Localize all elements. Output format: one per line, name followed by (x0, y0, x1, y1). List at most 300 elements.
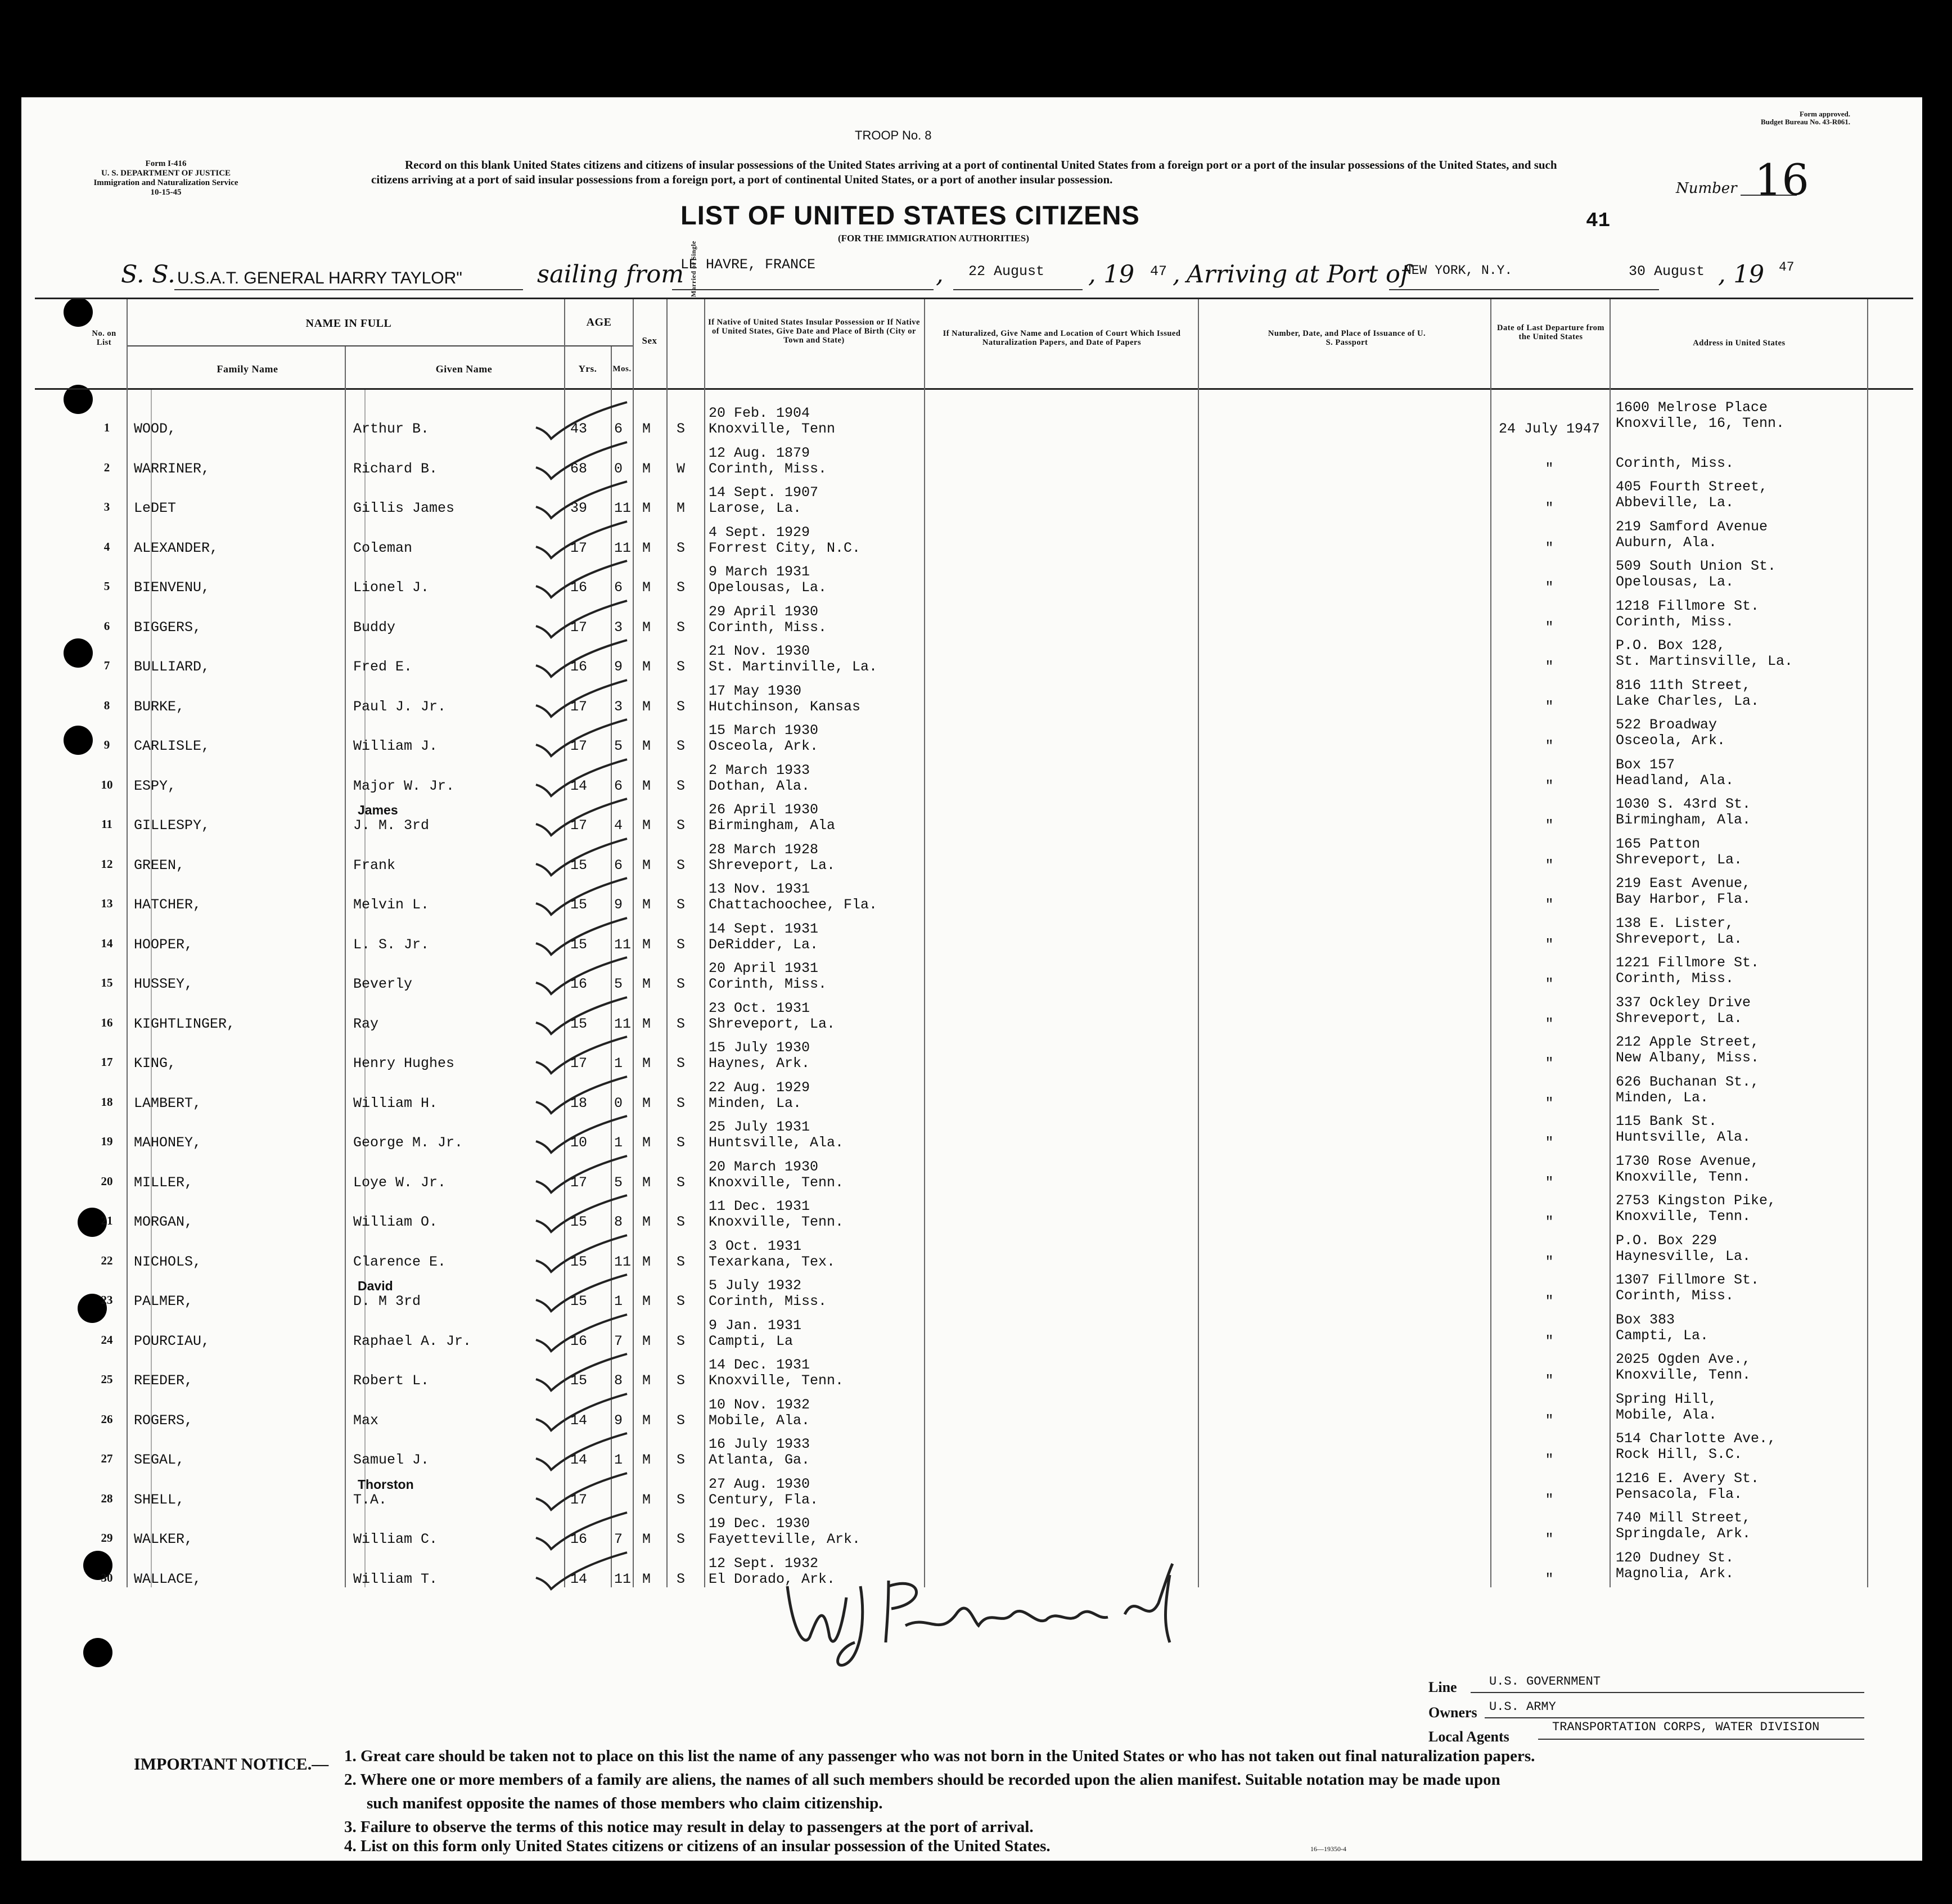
birth-place: Atlanta, Ga. (709, 1452, 810, 1468)
birth-date: 20 March 1930 (709, 1158, 819, 1175)
family-name: LAMBERT, (134, 1095, 202, 1111)
marital-status: S (677, 1015, 686, 1032)
age-years: 16 (570, 976, 588, 992)
last-departure: " (1545, 1214, 1554, 1230)
page-subtitle: (FOR THE IMMIGRATION AUTHORITIES) (838, 233, 1029, 244)
given-name: William T. (353, 1570, 438, 1587)
col-header-no: No. on List (92, 329, 116, 347)
address-line-2: Lake Charles, La. (1616, 692, 1760, 709)
age-months: 7 (614, 1333, 623, 1349)
family-name: MAHONEY, (134, 1135, 202, 1151)
address-line-1: 1221 Fillmore St. (1616, 955, 1760, 971)
birth-place: Corinth, Miss. (709, 619, 827, 636)
address-line-2: Headland, Ala. (1616, 772, 1734, 789)
departure-port: LE HAVRE, FRANCE (680, 256, 816, 273)
family-name: BULLIARD, (134, 659, 210, 675)
check-mark-icon (531, 479, 633, 524)
last-departure: " (1545, 1333, 1554, 1349)
given-name: Fred E. (353, 659, 413, 675)
form-identity (73, 159, 259, 197)
age-years: 17 (570, 539, 588, 556)
print-code: 16—19350-4 (1310, 1845, 1346, 1853)
sex: M (642, 659, 651, 675)
family-name: GREEN, (134, 857, 185, 874)
marital-status: S (677, 1452, 686, 1468)
age-years: 15 (570, 936, 588, 953)
last-departure: " (1545, 738, 1554, 754)
marital-status: S (677, 1570, 686, 1587)
address-line-1: 337 Ockley Drive (1616, 994, 1751, 1011)
last-departure: " (1545, 1452, 1554, 1468)
age-months: 11 (614, 500, 632, 516)
given-name-annotation: James (358, 803, 398, 817)
check-mark-icon (531, 1232, 633, 1277)
birth-place: Knoxville, Tenn. (709, 1174, 844, 1191)
arrival-port-underline (1389, 289, 1659, 290)
age-years: 15 (570, 1372, 588, 1389)
given-name: Max (353, 1412, 379, 1429)
family-name: POURCIAU, (134, 1333, 210, 1349)
address-line-1: 120 Dudney St. (1616, 1549, 1734, 1566)
table-row (0, 518, 1901, 560)
table-row (0, 796, 1901, 838)
age-months: 11 (614, 539, 632, 556)
address-line-2: St. Martinsville, La. (1616, 653, 1793, 669)
age-months: 0 (614, 460, 623, 477)
family-name: WALLACE, (134, 1570, 202, 1587)
birth-place: Knoxville, Tenn. (709, 1214, 844, 1230)
row-number: 13 (101, 897, 113, 910)
col-header-sex: Sex (642, 335, 657, 346)
marital-status: S (677, 897, 686, 913)
age-years: 15 (570, 897, 588, 913)
check-mark-icon (531, 677, 633, 722)
sex: M (642, 1491, 651, 1508)
check-mark-icon (531, 1391, 633, 1436)
department: U. S. DEPARTMENT OF JUSTICE (101, 169, 231, 178)
age-years: 17 (570, 1174, 588, 1191)
family-name: CARLISLE, (134, 738, 210, 754)
marital-status: S (677, 539, 686, 556)
birth-date: 17 May 1930 (709, 682, 802, 699)
age-months: 11 (614, 1570, 632, 1587)
age-months: 5 (614, 976, 623, 992)
last-departure: " (1545, 1531, 1554, 1547)
family-name: HOOPER, (134, 936, 193, 953)
col-header-mos: Mos. (612, 364, 632, 373)
check-mark-icon (531, 1550, 633, 1595)
address-line-2: Pensacola, Fla. (1616, 1486, 1743, 1502)
given-name: Melvin L. (353, 897, 430, 913)
table-row (0, 1311, 1901, 1353)
address-line-2: New Albany, Miss. (1616, 1050, 1760, 1066)
row-number: 30 (101, 1570, 113, 1585)
col-header-yrs: Yrs. (578, 363, 597, 374)
number-value: 16 (1755, 155, 1809, 205)
address-line-2: Rock Hill, S.C. (1616, 1446, 1743, 1462)
birth-date: 15 July 1930 (709, 1039, 810, 1056)
last-departure: " (1545, 1253, 1554, 1270)
birth-place: Hutchinson, Kansas (709, 698, 861, 715)
given-name: William O. (353, 1214, 438, 1230)
birth-date: 27 Aug. 1930 (709, 1475, 810, 1492)
sex: M (642, 976, 651, 992)
sex: M (642, 1174, 651, 1191)
row-number: 26 (101, 1412, 113, 1426)
sailing-label: sailing from (537, 260, 684, 289)
birth-date: 20 April 1931 (709, 960, 819, 976)
last-departure: 24 July 1947 (1498, 421, 1601, 437)
age-months: 9 (614, 897, 623, 913)
last-departure: " (1545, 1015, 1554, 1032)
age-months: 3 (614, 619, 623, 636)
last-departure: " (1545, 500, 1554, 516)
table-row (0, 399, 1901, 441)
address-line-1: 1216 E. Avery St. (1616, 1470, 1760, 1487)
birth-date: 2 March 1933 (709, 762, 810, 778)
last-departure: " (1545, 1372, 1554, 1389)
punch-hole (83, 1638, 112, 1667)
last-departure: " (1545, 1293, 1554, 1309)
table-top-border (35, 298, 1913, 299)
row-number: 12 (101, 857, 113, 871)
age-years: 17 (570, 1055, 588, 1072)
marital-status: S (677, 1372, 686, 1389)
table-row (0, 875, 1901, 917)
address-line-1: P.O. Box 128, (1616, 637, 1726, 654)
address-line-1: 165 Patton (1616, 835, 1701, 852)
notice-item-1: 1. Great care should be taken not to place on this list the name of any passenger who was not born in the United States or who has not taken out final naturalization papers. (344, 1747, 1535, 1765)
address-line-2: Opelousas, La. (1616, 574, 1734, 590)
row-number: 3 (103, 500, 110, 514)
owners-label: Owners (1428, 1704, 1477, 1721)
check-mark-icon (531, 1312, 633, 1357)
family-name: KIGHTLINGER, (134, 1015, 236, 1032)
age-months: 6 (614, 579, 623, 596)
row-number: 7 (103, 659, 110, 672)
marital-status: S (677, 698, 686, 715)
birth-place: Corinth, Miss. (709, 1293, 827, 1309)
check-mark-icon (531, 1430, 633, 1475)
family-name: ESPY, (134, 777, 177, 794)
family-name: PALMER, (134, 1293, 193, 1309)
check-mark-icon (531, 1074, 633, 1119)
agents-value: TRANSPORTATION CORPS, WATER DIVISION (1552, 1720, 1820, 1734)
sex: M (642, 500, 651, 516)
comma-1: , (936, 260, 944, 289)
sex: M (642, 777, 651, 794)
table-row (0, 1510, 1901, 1551)
birth-place: Knoxville, Tenn (709, 421, 836, 437)
last-departure: " (1545, 1570, 1554, 1587)
birth-place: Corinth, Miss. (709, 460, 827, 477)
given-name: Gillis James (353, 500, 455, 516)
family-name: BURKE, (134, 698, 185, 715)
given-name-annotation: David (358, 1279, 393, 1293)
age-months: 3 (614, 698, 623, 715)
age-months: 9 (614, 1412, 623, 1429)
birth-date: 25 July 1931 (709, 1119, 810, 1135)
table-row (0, 479, 1901, 520)
age-years: 15 (570, 1253, 588, 1270)
birth-place: Forrest City, N.C. (709, 539, 861, 556)
col-header-married: Married or Single (689, 240, 697, 298)
birth-date: 9 Jan. 1931 (709, 1317, 802, 1334)
given-name: J. M. 3rd (353, 817, 430, 834)
check-mark-icon (531, 955, 633, 1000)
family-name: BIGGERS, (134, 619, 202, 636)
page-reference: 41 (1586, 209, 1611, 232)
birth-place: Huntsville, Ala. (709, 1135, 844, 1151)
sex: M (642, 1055, 651, 1072)
age-years: 16 (570, 1531, 588, 1547)
age-months: 1 (614, 1055, 623, 1072)
given-name: Major W. Jr. (353, 777, 455, 794)
address-line-1: 522 Broadway (1616, 717, 1717, 733)
check-mark-icon (531, 1034, 633, 1079)
age-months: 1 (614, 1452, 623, 1468)
table-row (0, 597, 1901, 640)
check-mark-icon (531, 1153, 633, 1198)
marital-status: S (677, 1253, 686, 1270)
age-months: 5 (614, 1174, 623, 1191)
address-line-2: Corinth, Miss. (1616, 970, 1734, 987)
family-name: ALEXANDER, (134, 539, 219, 556)
birth-place: Larose, La. (709, 500, 802, 516)
col-header-native: If Native of United States Insular Possession or If Native of United States, Give Date and Place of Birth (City or Town and State) (708, 318, 920, 345)
address-line-2: Corinth, Miss. (1616, 454, 1734, 471)
age-years: 17 (570, 817, 588, 834)
address-line-2: Shreveport, La. (1616, 851, 1743, 868)
sex: M (642, 539, 651, 556)
troop-label: TROOP No. 8 (855, 128, 932, 142)
row-number: 4 (103, 539, 110, 553)
arrival-date: 30 August (1629, 263, 1705, 280)
address-line-2: Shreveport, La. (1616, 1010, 1743, 1027)
row-number: 14 (101, 936, 113, 950)
agents-underline (1538, 1739, 1864, 1740)
marital-status: S (677, 1174, 686, 1191)
address-line-2: Magnolia, Ark. (1616, 1565, 1734, 1582)
check-mark-icon (531, 439, 633, 484)
given-name: L. S. Jr. (353, 936, 430, 953)
birth-place: Osceola, Ark. (709, 738, 819, 754)
age-years: 15 (570, 1015, 588, 1032)
departure-underline (672, 289, 934, 290)
table-row (0, 445, 1901, 481)
given-name: Ray (353, 1015, 379, 1032)
sex: M (642, 817, 651, 834)
sex: M (642, 1452, 651, 1468)
form-date: 10-15-45 (150, 188, 182, 197)
sex: M (642, 936, 651, 953)
table-row (0, 1113, 1901, 1155)
row-number: 10 (101, 777, 113, 791)
age-years: 14 (570, 1412, 588, 1429)
ship-underline (174, 289, 523, 290)
table-row (0, 835, 1901, 877)
age-years: 17 (570, 738, 588, 754)
age-years: 15 (570, 857, 588, 874)
agents-label: Local Agents (1428, 1729, 1509, 1745)
year-2-century: 19 (1733, 260, 1765, 289)
check-mark-icon (531, 399, 633, 444)
family-name: HATCHER, (134, 897, 202, 913)
sex: M (642, 1412, 651, 1429)
row-number: 15 (101, 976, 113, 989)
address-line-1: 2753 Kingston Pike, (1616, 1192, 1777, 1209)
birth-date: 16 July 1933 (709, 1436, 810, 1452)
budget-bureau: Budget Bureau No. 43-R061. (1760, 118, 1850, 126)
family-name: SEGAL, (134, 1452, 185, 1468)
last-departure: " (1545, 579, 1554, 596)
birth-place: DeRidder, La. (709, 936, 819, 953)
birth-place: Shreveport, La. (709, 857, 836, 874)
sail-date-underline (953, 289, 1083, 290)
arriving-label: Arriving at Port of (1187, 260, 1409, 289)
check-mark-icon (531, 1470, 633, 1515)
owners-value: U.S. ARMY (1489, 1700, 1556, 1714)
sex: M (642, 421, 651, 437)
last-departure: " (1545, 936, 1554, 953)
sex: M (642, 698, 651, 715)
age-months: 11 (614, 1253, 632, 1270)
col-header-age: AGE (586, 316, 612, 328)
age-years: 68 (570, 460, 588, 477)
birth-date: 4 Sept. 1929 (709, 524, 810, 541)
address-line-2: Auburn, Ala. (1616, 534, 1717, 551)
family-name: HUSSEY, (134, 976, 193, 992)
address-line-1: 219 Samford Avenue (1616, 518, 1768, 535)
check-mark-icon (531, 915, 633, 960)
given-name: Richard B. (353, 460, 438, 477)
row-number: 16 (101, 1015, 113, 1029)
given-name: Buddy (353, 619, 396, 636)
birth-place: El Dorado, Ark. (709, 1570, 836, 1587)
age-months: 1 (614, 1135, 623, 1151)
sex: M (642, 579, 651, 596)
birth-place: St. Martinville, La. (709, 659, 878, 675)
last-departure: " (1545, 976, 1554, 992)
last-departure: " (1545, 460, 1554, 477)
check-mark-icon (531, 519, 633, 564)
table-row (0, 677, 1901, 719)
sex: M (642, 619, 651, 636)
family-name: MORGAN, (134, 1214, 193, 1230)
check-mark-icon (531, 1272, 633, 1317)
sex: M (642, 1214, 651, 1230)
row-number: 29 (101, 1531, 113, 1545)
marital-status: S (677, 421, 686, 437)
sex: M (642, 1333, 651, 1349)
marital-status: S (677, 1135, 686, 1151)
age-months: 6 (614, 421, 623, 437)
family-name: WARRINER, (134, 460, 210, 477)
age-years: 39 (570, 500, 588, 516)
birth-date: 14 Sept. 1907 (709, 484, 819, 501)
check-mark-icon (531, 1351, 633, 1396)
arrival-port: NEW YORK, N.Y. (1404, 263, 1513, 278)
age-years: 43 (570, 421, 588, 437)
table-row (0, 637, 1901, 679)
check-mark-icon (531, 836, 633, 881)
table-row (0, 1272, 1901, 1313)
marital-status: S (677, 579, 686, 596)
name-group-divider (127, 345, 633, 346)
col-header-passport: Number, Date, and Place of Issuance of U. S. Passport (1268, 329, 1426, 347)
address-line-2: Knoxville, Tenn. (1616, 1168, 1751, 1185)
line-label: Line (1428, 1679, 1457, 1695)
marital-status: S (677, 817, 686, 834)
birth-place: Minden, La. (709, 1095, 802, 1111)
address-line-2: Bay Harbor, Fla. (1616, 891, 1751, 907)
family-name: ROGERS, (134, 1412, 193, 1429)
row-number: 23 (101, 1293, 113, 1307)
year-1-prefix: , 19 (1088, 260, 1135, 289)
address-line-2: Knoxville, Tenn. (1616, 1208, 1751, 1225)
birth-date: 29 April 1930 (709, 603, 819, 620)
address-line-1: 115 Bank St. (1616, 1113, 1717, 1129)
birth-place: Mobile, Ala. (709, 1412, 810, 1429)
col-header-name: NAME IN FULL (305, 317, 392, 330)
last-departure: " (1545, 1095, 1554, 1111)
address-line-1: 514 Charlotte Ave., (1616, 1430, 1777, 1447)
check-mark-icon (531, 796, 633, 841)
check-mark-icon (531, 558, 633, 603)
sail-date: 22 August (968, 263, 1045, 280)
age-years: 14 (570, 1570, 588, 1587)
check-mark-icon (531, 717, 633, 762)
row-number: 1 (103, 421, 110, 434)
marital-status: S (677, 1333, 686, 1349)
address-line-2: Abbeville, La. (1616, 494, 1734, 511)
age-months: 8 (614, 1372, 623, 1389)
marital-status: S (677, 1095, 686, 1111)
age-years: 16 (570, 1333, 588, 1349)
line-value: U.S. GOVERNMENT (1489, 1675, 1601, 1689)
year-1: 47 (1150, 263, 1167, 280)
birth-place: Shreveport, La. (709, 1015, 836, 1032)
marital-status: S (677, 777, 686, 794)
given-name: William H. (353, 1095, 438, 1111)
address-line-1: 2025 Ogden Ave., (1616, 1351, 1751, 1367)
address-line-2: Huntsville, Ala. (1616, 1129, 1751, 1145)
notice-title: IMPORTANT NOTICE.— (134, 1755, 329, 1774)
birth-place: Corinth, Miss. (709, 976, 827, 992)
row-number: 21 (101, 1214, 113, 1227)
birth-date: 12 Aug. 1879 (709, 444, 810, 461)
row-number: 22 (101, 1253, 113, 1267)
given-name: D. M 3rd (353, 1293, 421, 1309)
birth-place: Campti, La (709, 1333, 794, 1349)
check-mark-icon (531, 1510, 633, 1555)
address-line-2: Corinth, Miss. (1616, 1288, 1734, 1304)
inspector-signature (776, 1552, 1203, 1676)
table-row (0, 1153, 1901, 1195)
row-number: 17 (101, 1055, 113, 1069)
last-departure: " (1545, 897, 1554, 913)
family-name: WOOD, (134, 421, 177, 437)
table-row (0, 994, 1901, 1036)
age-months: 11 (614, 936, 632, 953)
row-number: 18 (101, 1095, 113, 1109)
age-months: 11 (614, 1015, 632, 1032)
address-line-2: Corinth, Miss. (1616, 613, 1734, 630)
last-departure: " (1545, 1135, 1554, 1151)
check-mark-icon (531, 637, 633, 682)
marital-status: W (677, 460, 686, 477)
address-line-2: Minden, La. (1616, 1089, 1709, 1106)
